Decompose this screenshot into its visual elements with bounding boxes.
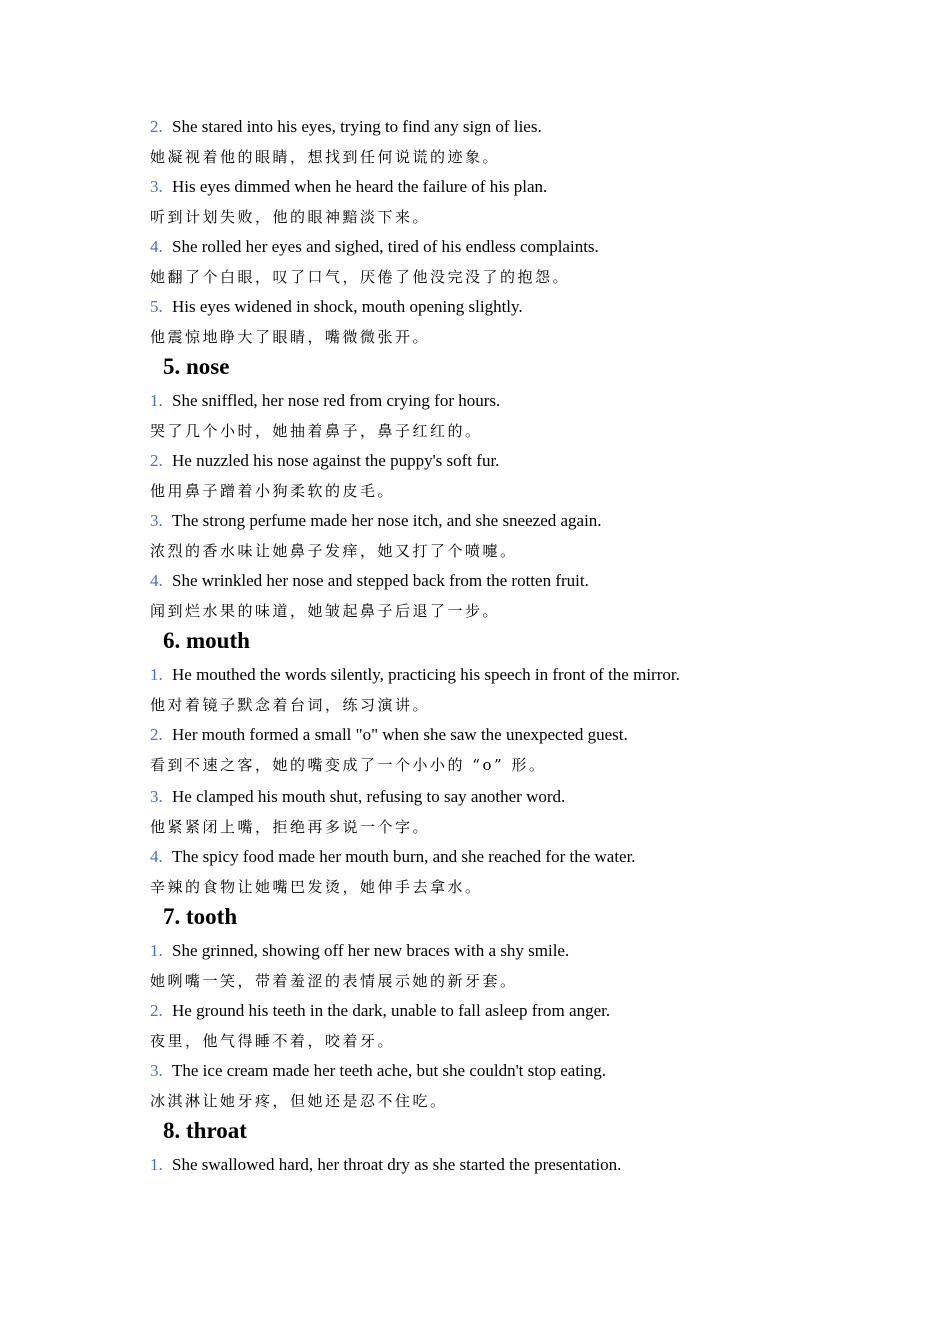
sentence-number: 5.: [150, 297, 163, 316]
english-sentence: [150, 446, 870, 476]
sentence-number: 2.: [150, 451, 163, 470]
english-sentence: [150, 936, 870, 966]
sentence-text: The strong perfume made her nose itch, and she sneezed again.: [172, 511, 602, 530]
sentence-text: He mouthed the words silently, practicing his speech in front of the mirror.: [172, 665, 680, 684]
english-sentence: [150, 386, 870, 416]
chinese-translation: 她翻了个白眼，叹了口气，厌倦了他没完没了的抱怨。: [150, 268, 571, 286]
sentence-number: 4.: [150, 571, 163, 590]
sentence-text: She sniffled, her nose red from crying for hours.: [172, 391, 501, 410]
chinese-translation: 辛辣的食物让她嘴巴发烫，她伸手去拿水。: [150, 878, 483, 896]
chinese-translation: 听到计划失败，他的眼神黯淡下来。: [150, 208, 431, 226]
english-sentence: [150, 112, 870, 142]
sentence-number: 1.: [150, 941, 163, 960]
chinese-translation: 夜里，他气得睡不着，咬着牙。: [150, 1032, 396, 1050]
document-page: [150, 112, 870, 1180]
sentence-text: She wrinkled her nose and stepped back from the rotten fruit.: [172, 571, 589, 590]
sentence-number: 4.: [150, 237, 163, 256]
sentence-number: 3.: [150, 511, 163, 530]
sentence-number: 4.: [150, 847, 163, 866]
chinese-translation: 他用鼻子蹭着小狗柔软的皮毛。: [150, 482, 396, 500]
english-sentence: [150, 660, 870, 690]
sentence-number: 2.: [150, 1001, 163, 1020]
sentence-number: 1.: [150, 665, 163, 684]
chinese-translation: 哭了几个小时，她抽着鼻子，鼻子红红的。: [150, 422, 483, 440]
sentence-text: He clamped his mouth shut, refusing to say another word.: [172, 787, 566, 806]
chinese-translation: 看到不速之客，她的嘴变成了一个小小的 “o” 形。: [150, 756, 547, 774]
chinese-translation: 闻到烂水果的味道，她皱起鼻子后退了一步。: [150, 602, 501, 620]
chinese-translation: 她凝视着他的眼睛，想找到任何说谎的迹象。: [150, 148, 501, 166]
sentence-text: She grinned, showing off her new braces with a shy smile.: [172, 941, 570, 960]
english-sentence: [150, 172, 870, 202]
sentence-text: He nuzzled his nose against the puppy's soft fur.: [172, 451, 500, 470]
chinese-translation: 他对着镜子默念着台词，练习演讲。: [150, 696, 431, 714]
english-sentence: [150, 232, 870, 262]
sentence-number: 3.: [150, 177, 163, 196]
chinese-translation: 他紧紧闭上嘴，拒绝再多说一个字。: [150, 818, 431, 836]
sentence-number: 3.: [150, 787, 163, 806]
sentence-text: The spicy food made her mouth burn, and she reached for the water.: [172, 847, 636, 866]
sentence-number: 1.: [150, 1155, 163, 1174]
chinese-translation: 浓烈的香水味让她鼻子发痒，她又打了个喷嚏。: [150, 542, 518, 560]
chinese-translation: 他震惊地睁大了眼睛，嘴微微张开。: [150, 328, 431, 346]
sentence-text: He ground his teeth in the dark, unable to fall asleep from anger.: [172, 1001, 611, 1020]
english-sentence: [150, 566, 870, 596]
english-sentence: [150, 1056, 870, 1086]
english-sentence: [150, 720, 870, 750]
section-heading: 6. mouth: [163, 628, 250, 653]
chinese-translation: 她咧嘴一笑，带着羞涩的表情展示她的新牙套。: [150, 972, 518, 990]
sentence-text: She rolled her eyes and sighed, tired of his endless complaints.: [172, 237, 599, 256]
sentence-number: 1.: [150, 391, 163, 410]
sentence-number: 2.: [150, 117, 163, 136]
english-sentence: [150, 996, 870, 1026]
section-heading: 5. nose: [163, 354, 230, 379]
section-heading: 8. throat: [163, 1118, 247, 1143]
section-heading: 7. tooth: [163, 904, 238, 929]
english-sentence: [150, 842, 870, 872]
english-sentence: [150, 782, 870, 812]
english-sentence: [150, 506, 870, 536]
sentence-text: She swallowed hard, her throat dry as she started the presentation.: [172, 1155, 622, 1174]
sentence-number: 2.: [150, 725, 163, 744]
sentence-text: She stared into his eyes, trying to find any sign of lies.: [172, 117, 542, 136]
sentence-text: Her mouth formed a small "o" when she saw the unexpected guest.: [172, 725, 628, 744]
sentence-text: His eyes dimmed when he heard the failure of his plan.: [172, 177, 548, 196]
chinese-translation: 冰淇淋让她牙疼，但她还是忍不住吃。: [150, 1092, 448, 1110]
english-sentence: [150, 1150, 870, 1180]
sentence-text: The ice cream made her teeth ache, but she couldn't stop eating.: [172, 1061, 607, 1080]
english-sentence: [150, 292, 870, 322]
sentence-text: His eyes widened in shock, mouth opening slightly.: [172, 297, 523, 316]
sentence-number: 3.: [150, 1061, 163, 1080]
